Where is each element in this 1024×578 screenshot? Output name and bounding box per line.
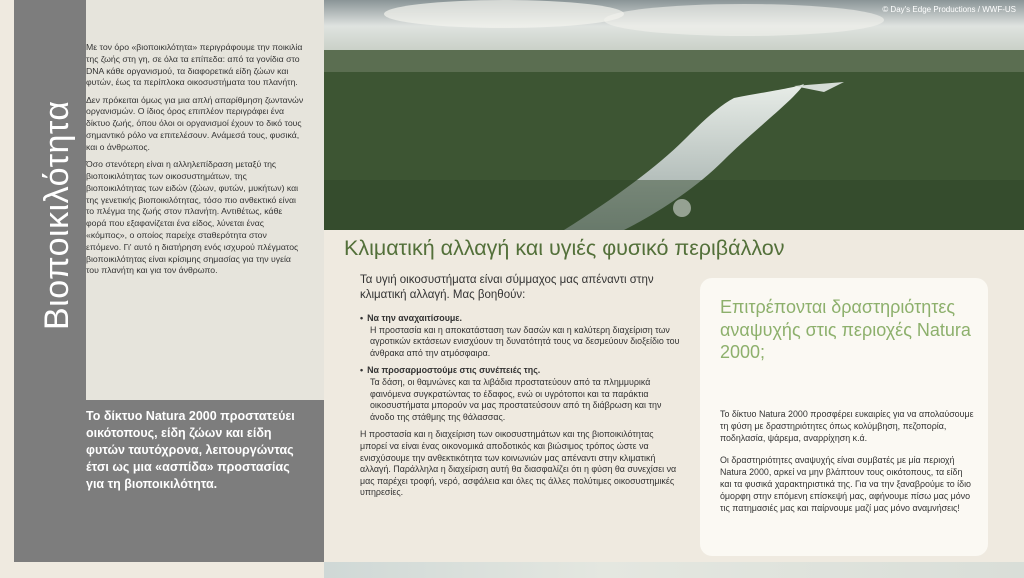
bullet-title: • Να την αναχαιτίσουμε.	[360, 313, 680, 325]
section-heading: Κλιματική αλλαγή και υγιές φυσικό περιβάλλον	[344, 236, 785, 260]
forest-river-image	[324, 0, 1024, 230]
info-box-paragraph: Το δίκτυο Natura 2000 προσφέρει ευκαιρίες για να απολαύσουμε τη φύση με δραστηριότητες όπως κολύμβηση, πεζοπορία, ποδηλασία, ψάρεμα, αναρρίχηση κ.ά.	[720, 409, 974, 444]
bullet-text: Η προστασία και η αποκατάσταση των δασών και η καλύτερη διαχείριση των αγροτικών εκτάσεων ενισχύουν τη δυνατότητά τους να δεσμεύουν διοξείδιο του άνθρακα από την ατμόσφαιρα.	[370, 324, 680, 358]
info-box-title: Επιτρέπονται δραστηριότητες αναψυχής στις περιοχές Natura 2000;	[720, 297, 971, 362]
info-box-text	[720, 408, 974, 524]
sidebar-highlight: Το δίκτυο Natura 2000 προστατεύει οικότοπους, είδη ζώων και είδη φυτών ταυτόχρονα, λειτουργώντας έτσι ως μια «ασπίδα» προστασίας για τη βιοποικιλότητα.	[86, 409, 295, 491]
sidebar-text-panel	[86, 0, 324, 400]
bullet-title: • Να προσαρμοστούμε στις συνέπειές της.	[360, 365, 680, 377]
info-box-paragraph: Οι δραστηριότητες αναψυχής είναι συμβατές με μία περιοχή Natura 2000, αρκεί να μην βλάπτουν τους οικότοπους, τα είδη και τα φυσικά χαρακτηριστικά της. Για να την ξαναβρούμε το ίδιο όμορφη στην επόμενη επίσκεψή μας, αφήνουμε πίσω μας μόνο τις πατημασιές μας και παίρνουμε μαζί μας μόνο αναμνήσεις!	[720, 454, 971, 514]
main-intro: Τα υγιή οικοσυστήματα είναι σύμμαχος μας απέναντι στην κλιματική αλλαγή. Μας βοηθούν:	[360, 274, 654, 301]
main-closing-paragraph: Η προστασία και η διαχείριση των οικοσυστημάτων και της βιοποικιλότητας μπορεί να είναι ένας οικονομικά αποδοτικός και βιώσιμος τρόπος ώστε να ενισχύσουμε την ανθεκτικότητα των κοινωνιών μας απέναντι στην κλιματική αλλαγή. Παράλληλα η διαχείριση αυτή θα διασφαλίζει ότι η φύση θα συνεχίσει να μας παρέχει τροφή, νερό, ασφάλεια και όλες τις άλλες πολύτιμες οικοσυστημικές υπηρεσίες.	[360, 429, 677, 498]
info-box	[700, 278, 988, 556]
bullet-text: Τα δάση, οι θαμνώνες και τα λιβάδια προστατεύουν από τα πλημμυρικά φαινόμενα συγκρατώντας το έδαφος, ενώ οι υγρότοποι και τα παράκτια οικοσυστήματα μπορούν να μας προστατεύσουν από τη διάβρωση και την άνοδο της στάθμης της θάλασσας.	[370, 376, 662, 422]
photo-credit: © Day's Edge Productions / WWF-US	[882, 5, 1016, 14]
sidebar-title: Βιοποικιλότητα	[38, 100, 76, 330]
sidebar-paragraph: Όσο στενότερη είναι η αλληλεπίδραση μεταξύ της βιοποικιλότητας των οικοσυστημάτων, της βιοποικιλότητας των ειδών (ζώων, φυτών, μυκήτων) και της γενετικής βιοποικιλότητας, τόσο πιο ανθεκτικό είναι το πλέγμα της ζωής στον πλανήτη. Αντιθέτως, κάθε φορά που εξαφανίζεται ένα είδος, λύνεται ένας «κόμπος», ο οποίος παρείχε σταθερότητα στον επόμενο. Γι' αυτό η διατήρηση ενός ισχυρού πλέγματος βιοποικιλότητας είναι κρίσιμης σημασίας για την υγεία του πλανήτη και για τον άνθρωπο.	[86, 159, 299, 276]
sidebar-paragraph: Με τον όρο «βιοποικιλότητα» περιγράφουμε την ποικιλία της ζωής στη γη, σε όλα τα επίπεδα: από τα γονίδια στο DNA κάθε οργανισμού, τα διαφορετικά είδη ζώων και φυτών, έως τα περίπλοκα οικοσυστήματα του πλανήτη.	[86, 42, 303, 88]
page-margin	[0, 0, 14, 578]
bullet-item	[360, 313, 680, 359]
river-aerial-photo	[324, 0, 1024, 230]
bottom-photo-strip	[324, 562, 1024, 578]
sidebar-paragraph: Δεν πρόκειται όμως για μια απλή απαρίθμηση ζωντανών οργανισμών. Ο ίδιος όρος επιπλέον περιγράφει ένα δίκτυο ζωής, όπου όλοι οι οργανισμοί έχουν το δικό τους σημαντικό ρόλο να επιτελέσουν. Ανάμεσά τους, φυσικά, και ο άνθρωπος.	[86, 94, 304, 152]
bullet-item	[360, 365, 680, 423]
main-column	[360, 265, 680, 505]
